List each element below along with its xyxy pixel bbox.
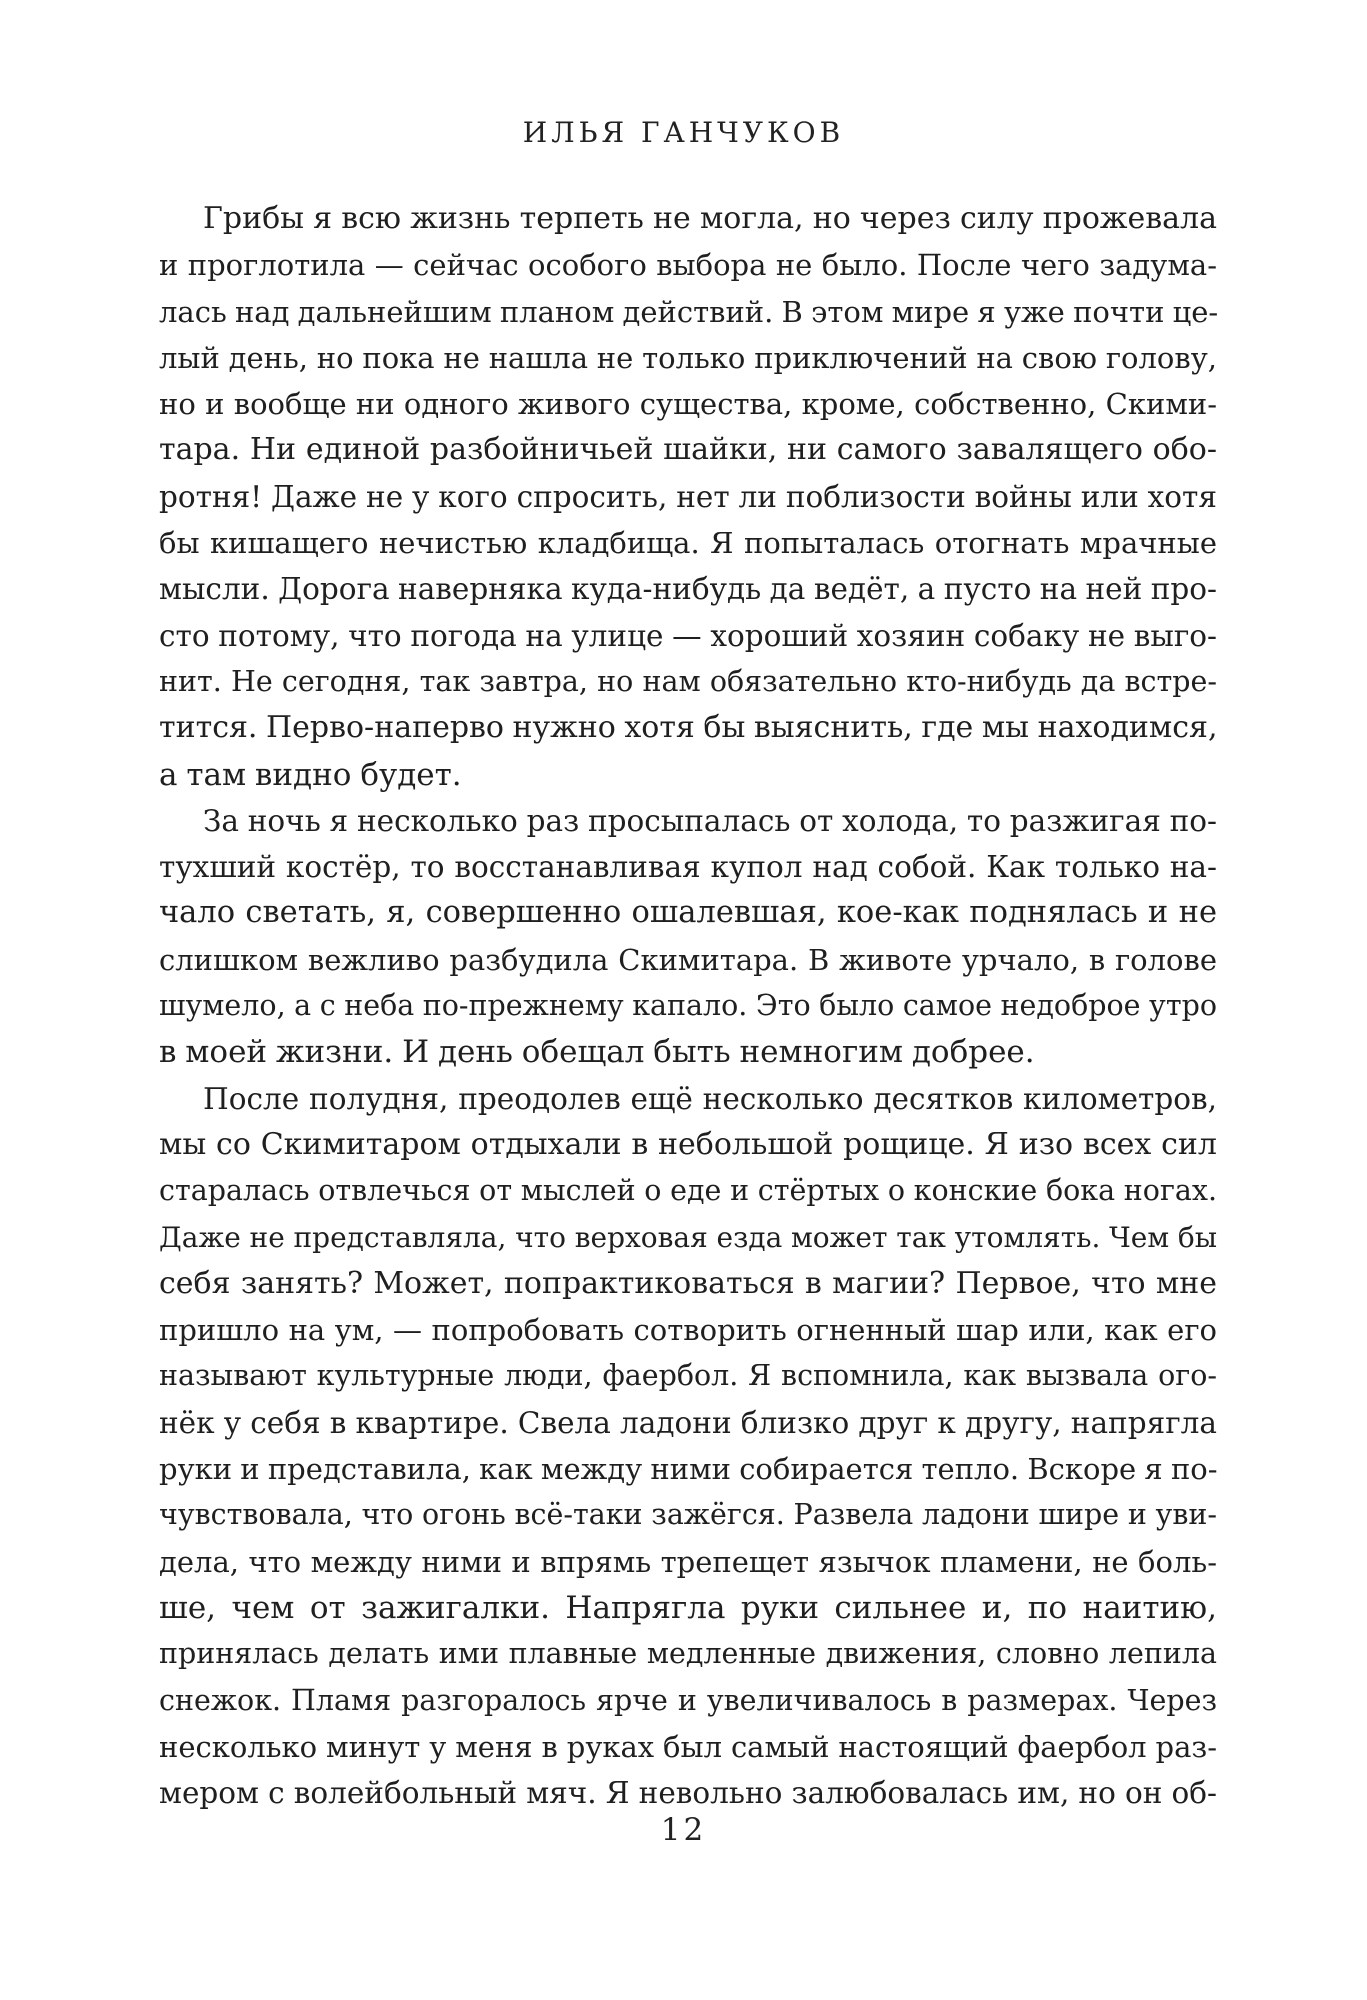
- paragraph: [159, 196, 1217, 798]
- text-line: нит. Не сегодня, так завтра, но нам обязательно кто-нибудь да встре-: [159, 664, 1217, 698]
- text-line: принялась делать ими плавные медленные движения, словно лепила: [159, 1637, 1217, 1671]
- text-line: тухший костёр, то восстанавливая купол над собой. Как только на-: [159, 850, 1217, 885]
- text-line: слишком вежливо разбудила Скимитара. В животе урчало, в голове: [159, 942, 1217, 977]
- text-line: ше, чем от зажигалки. Напрягла руки сильнее и, по наитию,: [159, 1589, 1217, 1626]
- text-line: Грибы я всю жизнь терпеть не могла, но через силу прожевала: [203, 201, 1217, 236]
- text-line: чувствовала, что огонь всё-таки зажёгся. Развела ладони шире и уви-: [159, 1498, 1217, 1532]
- text-line: лый день, но пока не нашла не только приключений на свою голову,: [159, 340, 1217, 375]
- text-line: бы кишащего нечистью кладбища. Я попыталась отогнать мрачные: [159, 526, 1217, 561]
- text-line: ротня! Даже не у кого спросить, нет ли поблизости войны или хотя: [159, 479, 1217, 514]
- text-line: в моей жизни. И день обещал быть немногим добрее.: [159, 1034, 1035, 1071]
- text-line: мы со Скимитаром отдыхали в небольшой рощице. Я изо всех сил: [159, 1126, 1217, 1162]
- text-line: пришло на ум, — попробовать сотворить огненный шар или, как его: [159, 1313, 1217, 1348]
- text-line: После полудня, преодолев ещё несколько десятков километров,: [203, 1081, 1217, 1116]
- text-line: сто потому, что погода на улице — хороший хозяин собаку не выго-: [159, 618, 1217, 653]
- running-head-author: ИЛЬЯ ГАНЧУКОВ: [522, 116, 845, 149]
- text-line: лась над дальнейшим планом действий. В этом мире я уже почти це-: [159, 294, 1219, 329]
- text-line: нёк у себя в квартире. Свела ладони близко друг к другу, напрягла: [159, 1405, 1217, 1440]
- text-line: несколько минут у меня в руках был самый настоящий фаербол раз-: [159, 1729, 1217, 1764]
- text-line: мером с волейбольный мяч. Я невольно залюбовалась им, но он об-: [159, 1776, 1217, 1811]
- text-line: себя занять? Может, попрактиковаться в магии? Первое, что мне: [159, 1265, 1217, 1301]
- text-line: снежок. Пламя разгоралось ярче и увеличивалось в размерах. Через: [159, 1683, 1217, 1717]
- text-line: За ночь я несколько раз просыпалась от холода, то разжигая по-: [203, 803, 1217, 838]
- text-line: руки и представила, как между ними собирается тепло. Вскоре я по-: [159, 1452, 1218, 1487]
- paragraph: [159, 798, 1217, 1076]
- text-line: дела, что между ними и впрямь трепещет язычок пламени, не боль-: [159, 1544, 1217, 1579]
- text-line: а там видно будет.: [159, 756, 462, 793]
- text-line: тара. Ни единой разбойничьей шайки, ни самого завалящего обо-: [159, 432, 1217, 468]
- text-line: мысли. Дорога наверняка куда-нибудь да ведёт, а пусто на ней про-: [159, 572, 1217, 607]
- text-line: называют культурные люди, фаербол. Я вспомнила, как вызвала ого-: [159, 1359, 1217, 1393]
- text-line: но и вообще ни одного живого существа, кроме, собственно, Скими-: [159, 387, 1217, 422]
- text-line: Даже не представляла, что верховая езда может так утомлять. Чем бы: [159, 1220, 1217, 1254]
- text-line: тится. Перво-наперво нужно хотя бы выяснить, где мы находимся,: [159, 710, 1218, 746]
- text-line: шумело, а с неба по-прежнему капало. Это было самое недоброе утро: [159, 989, 1217, 1023]
- text-line: и проглотила — сейчас особого выбора не было. После чего задума-: [159, 248, 1217, 283]
- text-line: чало светать, я, совершенно ошалевшая, кое-как поднялась и не: [159, 895, 1217, 931]
- paragraph: [159, 1076, 1217, 1817]
- body-text: [159, 196, 1217, 1816]
- page-number: 12: [660, 1812, 707, 1848]
- text-line: старалась отвлечься от мыслей о еде и стёртых о конские бока ногах.: [159, 1174, 1217, 1208]
